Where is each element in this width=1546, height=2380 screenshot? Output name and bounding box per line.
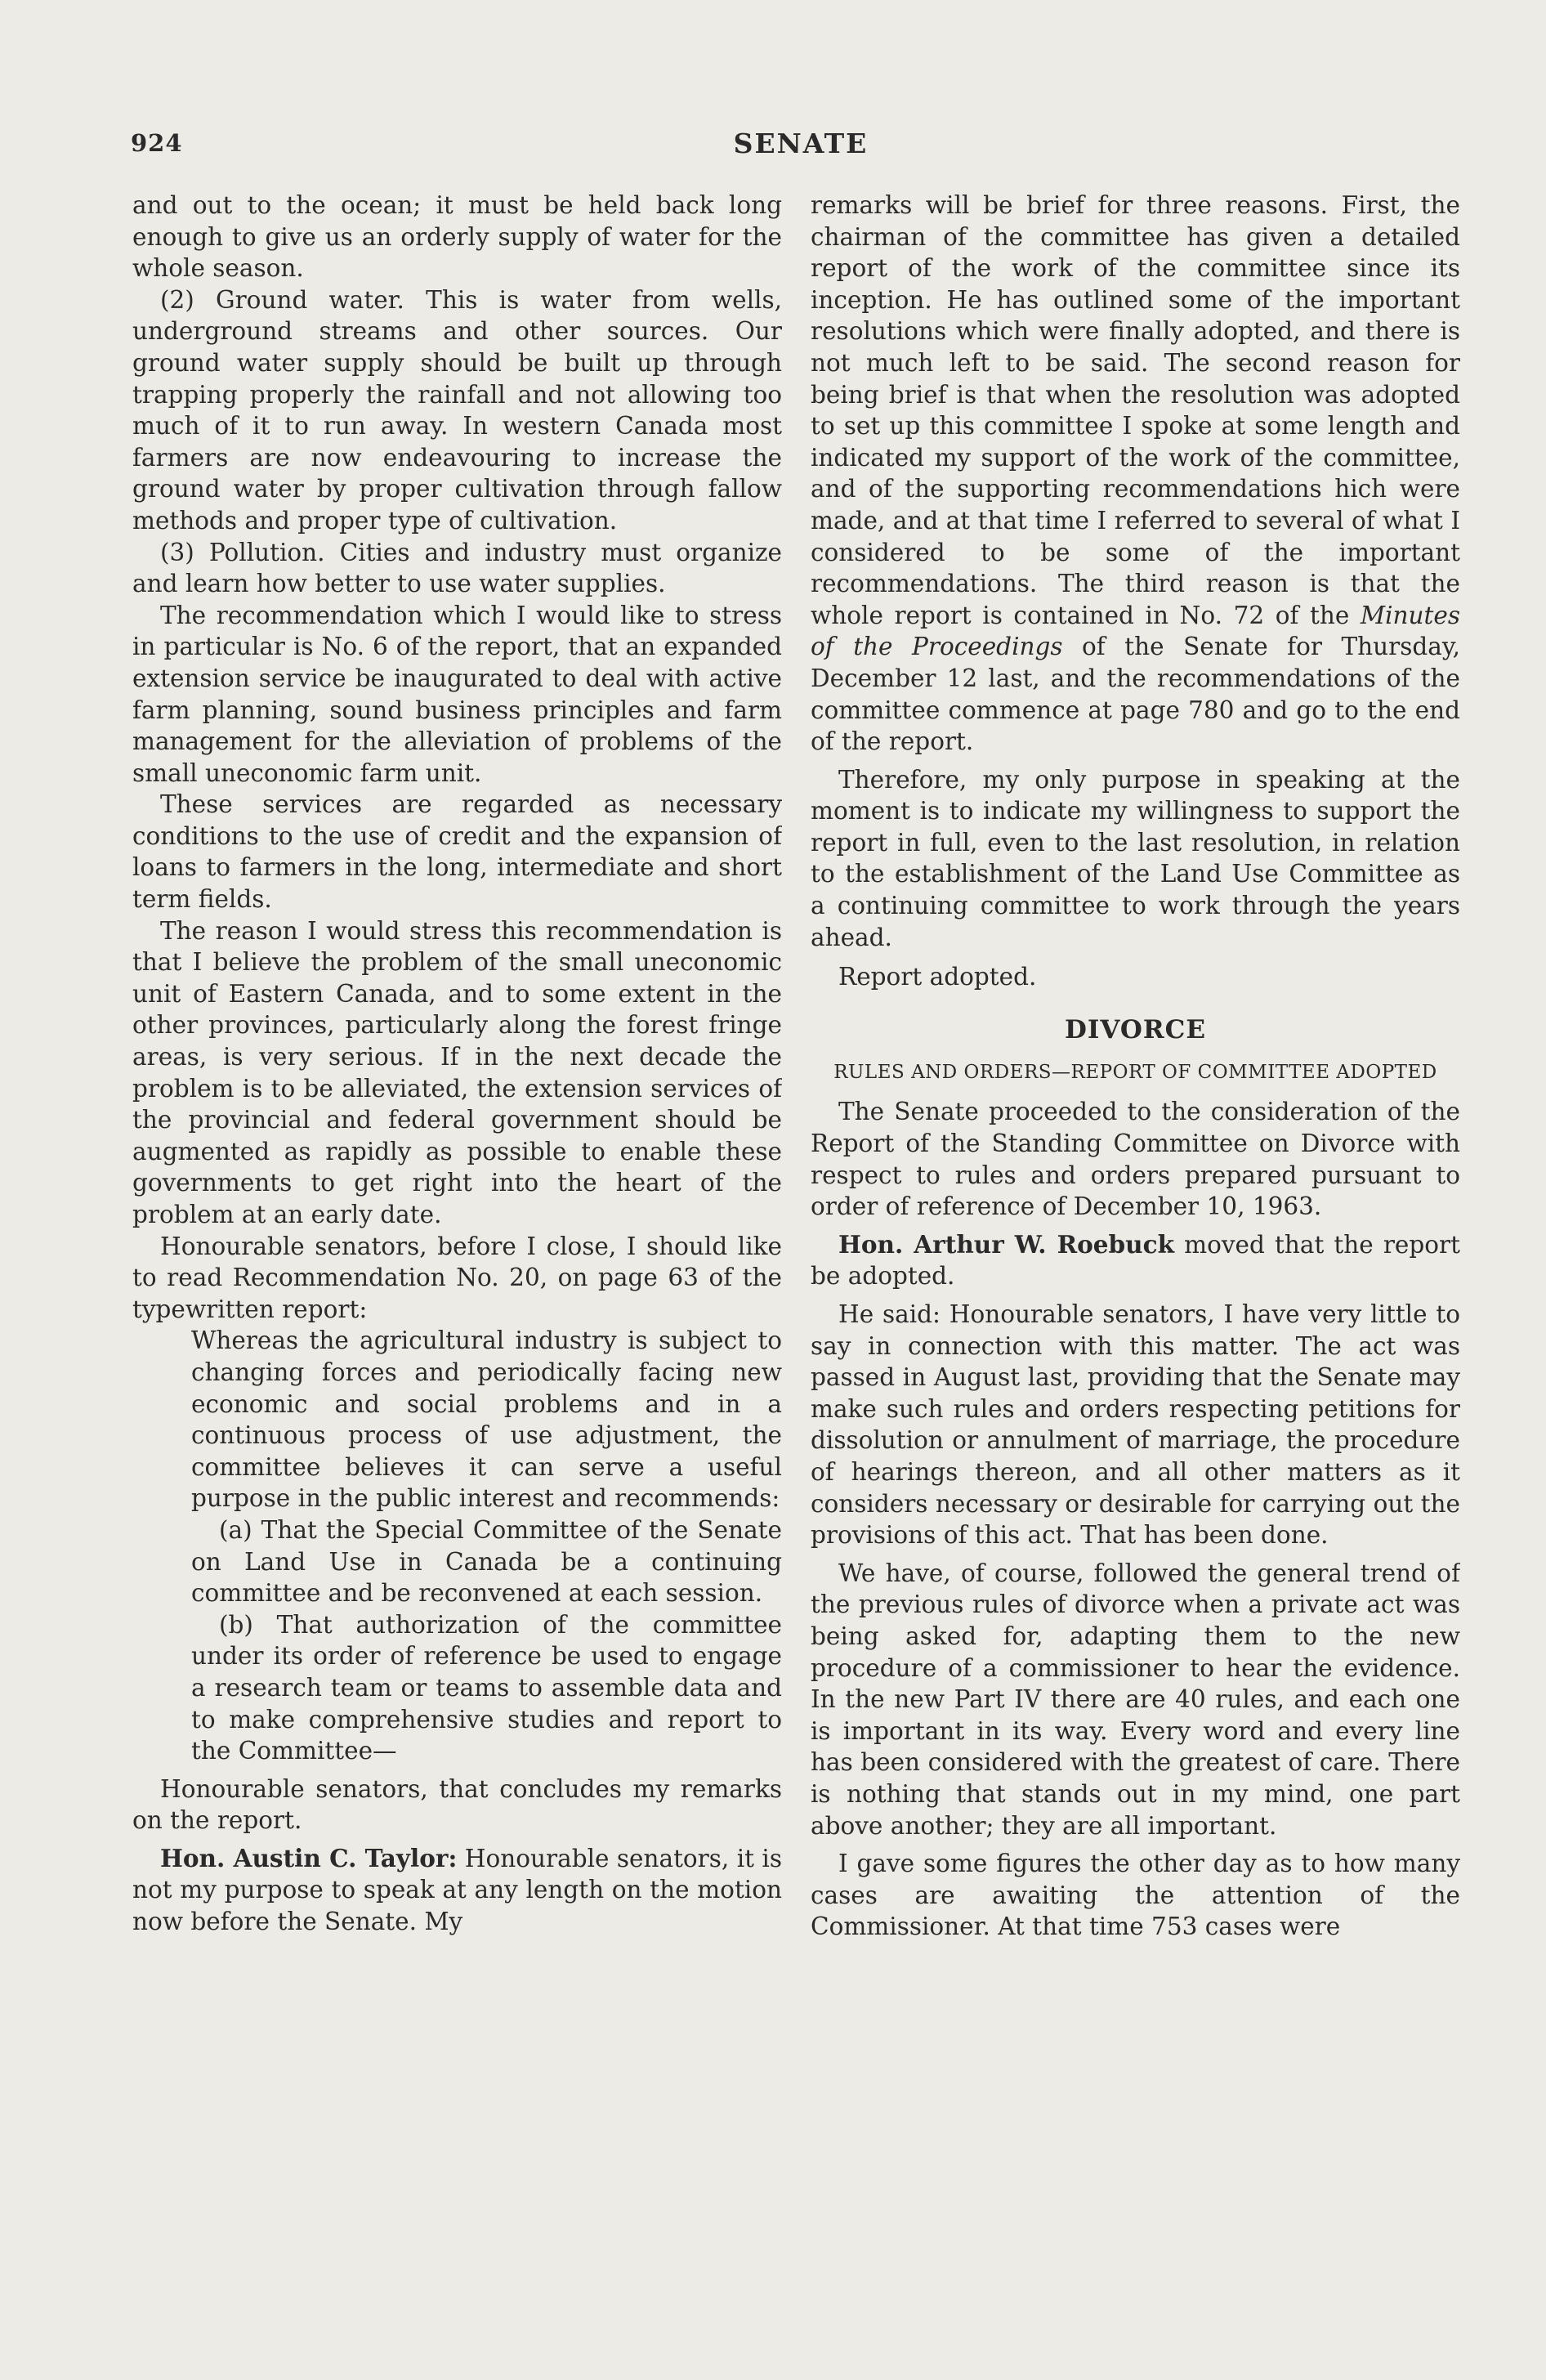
paragraph: We have, of course, followed the general trend of the previous rules of divorce when a private act was being asked for, adapting them to the new procedure of a commissioner to hear the evidence. In the new Part IV there are 40 rules, and each one is important in its way. Every word and every line has been considered with the greatest of care. There is nothing that stands out in my mind, one part above another; they are all important. [811,1559,1460,1840]
quoted-recommendation: Whereas the agricultural industry is subject to changing forces and periodically facing new economic and social problems and in a continuous process of use adjustment, the committee believes it can serve a useful purpose in the public interest and recommends: [191,1326,782,1513]
paragraph: and out to the ocean; it must be held back long enough to give us an orderly supply of water for the whole season. [132,191,782,283]
speech-text: moved that the report be adopted. [811,1230,1460,1291]
section-title: DIVORCE [1065,1014,1206,1045]
speech-paragraph [132,1843,782,1938]
speaker-name: Hon. Austin C. Taylor: [160,1843,458,1872]
paragraph: The recommendation which I would like to stress in particular is No. 6 of the report, that an expanded extension service be inaugurated to deal with active farm planning, sound business principles and farm management for the alleviation of problems of the small uneconomic farm unit. [132,601,782,787]
paragraph: (2) Ground water. This is water from wells, underground streams and other sources. Our ground water supply should be built up through trapping properly the rainfall and not allowing too much of it to run away. In western Canada most farmers are now endeavouring to increase the ground water by proper cultivation through fallow methods and proper type of cultivation. [132,285,782,535]
page-number: 924 [131,129,183,157]
page-title: SENATE [733,128,869,159]
speech-paragraph [811,1229,1460,1292]
paragraph: Honourable senators, that concludes my remarks on the report. [132,1774,782,1835]
section-subtitle: RULES AND ORDERS—REPORT OF COMMITTEE ADOPTED [833,1062,1437,1084]
speech-text: Honourable senators, it is not my purpose to speak at any length on the motion now before the Senate. My [132,1844,782,1936]
left-column [132,190,782,2331]
paragraph: The reason I would stress this recommendation is that I believe the problem of the small uneconomic unit of Eastern Canada, and to some extent in the other provinces, particularly along the forest fringe areas, is very serious. If in the next decade the problem is to be alleviated, the extension services of the provincial and federal government should be augmented as rapidly as possible to enable these governments to get right into the heart of the problem at an early date. [132,916,782,1228]
paragraph: Honourable senators, before I close, I should like to read Recommendation No. 20, on page 63 of the typewritten report: [132,1232,782,1323]
paragraph: He said: Honourable senators, I have very little to say in connection with this matter. The act was passed in August last, providing that the Senate may make such rules and orders respecting petitions for dissolution or annulment of marriage, the procedure of hearings thereon, and all other matters as it considers necessary or desirable for carrying out the provisions of this act. That has been done. [811,1300,1460,1550]
paragraph: The Senate proceeded to the consideration of the Report of the Standing Committee on Divorce with respect to rules and orders prepared pursuant to order of reference of December 10, 1963. [811,1098,1460,1221]
publication-title: Minutes of the Proceedings [811,601,1460,661]
paragraph: Therefore, my only purpose in speaking at the moment is to indicate my willingness to support the report in full, even to the last resolution, in relation to the establishment of the Land Use Committee as a continuing committee to work through the years ahead. [811,765,1460,951]
paragraph: Report adopted. [838,963,1037,991]
paragraph [811,190,1460,758]
page-header [131,123,1471,163]
speaker-name: Hon. Arthur W. Roebuck [838,1229,1175,1259]
paragraph: (3) Pollution. Cities and industry must organize and learn how better to use water supplies. [132,538,782,598]
quoted-recommendation-a: (a) That the Special Committee of the Senate on Land Use in Canada be a continuing committee and be reconvened at each session. [191,1515,782,1608]
paragraph-text: of the Senate for Thursday, December 12 last, and the recommendations of the committee commence at page 780 and go to the end of the report. [811,633,1460,756]
paragraph: These services are regarded as necessary conditions to the use of credit and the expansion of loans to farmers in the long, intermediate and short term fields. [132,790,782,914]
right-column [811,190,1460,2331]
paragraph: I gave some figures the other day as to how many cases are awaiting the attention of the Commissioner. At that time 753 cases were [811,1850,1460,1941]
paragraph-text: remarks will be brief for three reasons. First, the chairman of the committee has given a detailed report of the work of the committee since its inception. He has outlined some of the important resolutions which were finally adopted, and there is not much left to be said. The second reason for being brief is that when the resolution was adopted to set up this committee I spoke at some length and indicated my support of the work of the committee, and of the supporting recommendations hich were made, and at that time I referred to several of what I considered to be some of the important recommendations. The third reason is that the whole report is contained in No. 72 of the [811,191,1460,629]
quoted-recommendation-b: (b) That authorization of the committee under its order of reference be used to engage a research team or teams to assemble data and to make comprehensive studies and report to the Committee— [191,1610,782,1765]
